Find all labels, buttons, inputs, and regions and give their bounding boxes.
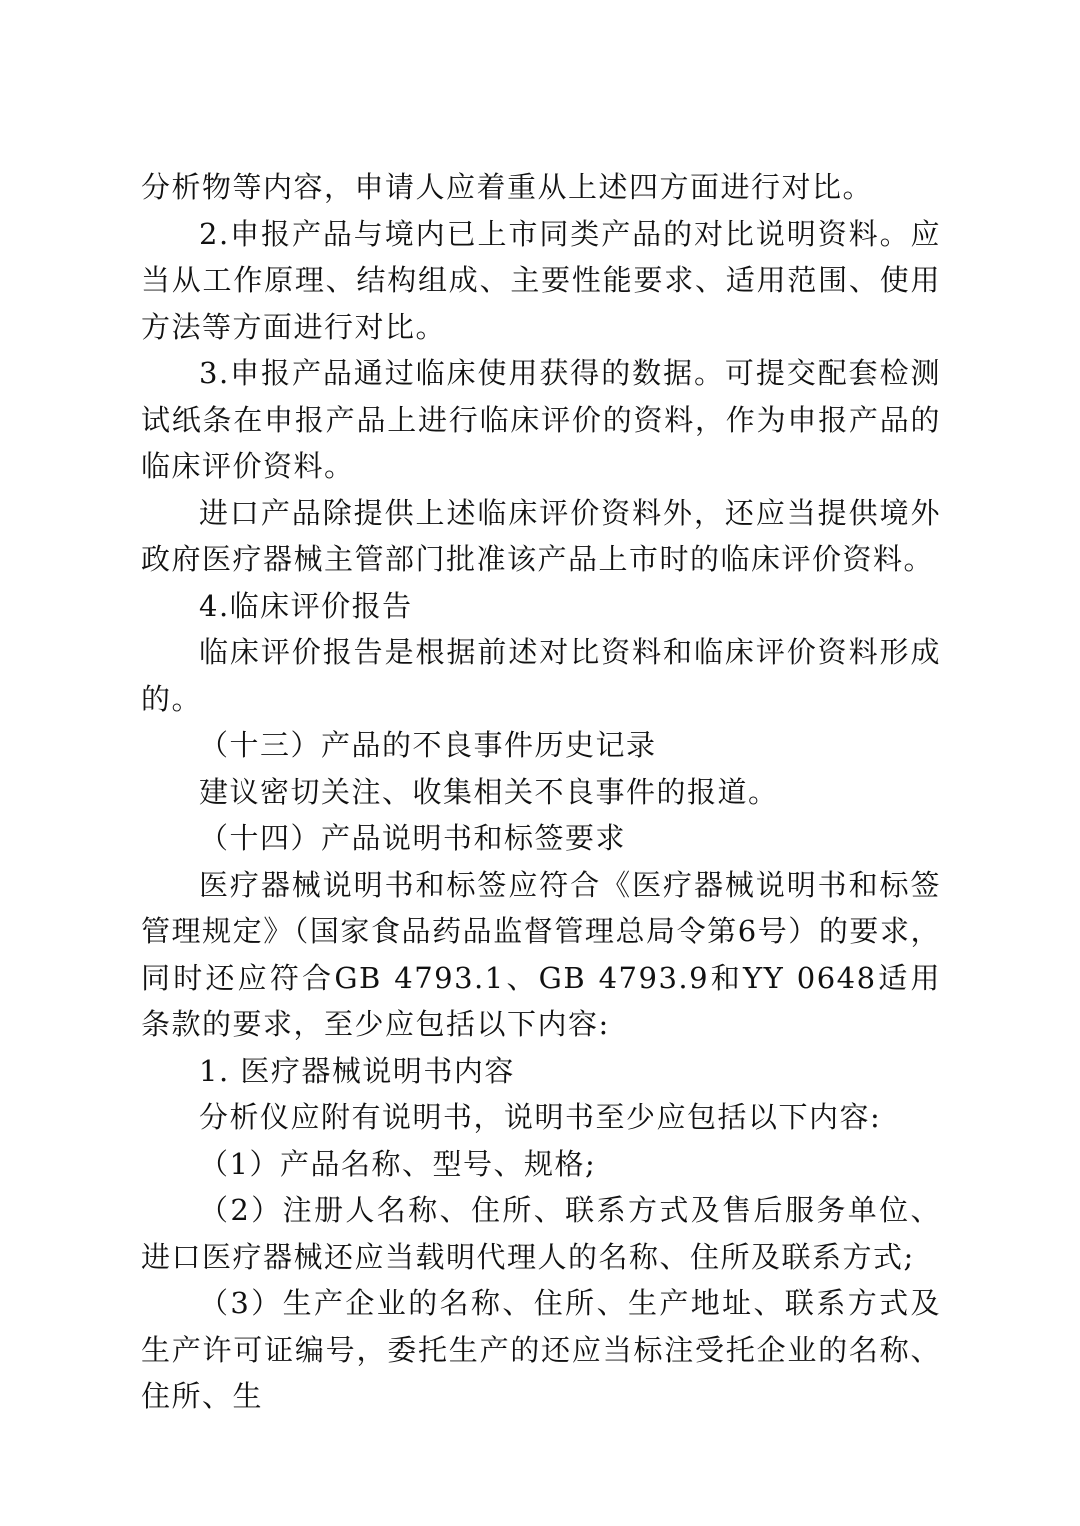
paragraph-continuation: 分析物等内容，申请人应着重从上述四方面进行对比。 <box>141 170 874 204</box>
list-item-2: （2）注册人名称、住所、联系方式及售后服务单位、进口医疗器械还应当载明代理人的名称、住所及联系方式; <box>141 1193 941 1274</box>
paragraph-imported-products: 进口产品除提供上述临床评价资料外，还应当提供境外政府医疗器械主管部门批准该产品上市时的临床评价资料。 <box>141 495 941 576</box>
paragraph-clinical-report: 临床评价报告是根据前述对比资料和临床评价资料形成的。 <box>141 635 941 716</box>
heading-manual-content: 1. 医疗器械说明书内容 <box>199 1053 515 1088</box>
heading-clinical-report: 4.临床评价报告 <box>199 588 413 623</box>
paragraph-comparison-domestic: 2.申报产品与境内已上市同类产品的对比说明资料。应当从工作原理、结构组成、主要性能要求、适用范围、使用方法等方面进行对比。 <box>141 216 941 344</box>
heading-adverse-events: （十三）产品的不良事件历史记录 <box>199 728 657 762</box>
list-item-1: （1）产品名称、型号、规格; <box>199 1146 597 1181</box>
document-body <box>141 164 941 1420</box>
paragraph-adverse-events: 建议密切关注、收集相关不良事件的报道。 <box>199 774 779 809</box>
paragraph-manual-intro: 分析仪应附有说明书，说明书至少应包括以下内容: <box>199 1100 882 1134</box>
paragraph-manual-labels: 医疗器械说明书和标签应符合《医疗器械说明书和标签管理规定》（国家食品药品监督管理总局令第6号）的要求，同时还应符合GB 4793.1、GB 4793.9和YY 0648适用条款的要求，至少应包括以下内容: <box>141 867 941 1041</box>
heading-manual-labels: （十四）产品说明书和标签要求 <box>199 821 627 855</box>
paragraph-clinical-data: 3.申报产品通过临床使用获得的数据。可提交配套检测试纸条在申报产品上进行临床评价的资料，作为申报产品的临床评价资料。 <box>141 356 941 483</box>
list-item-3: （3）生产企业的名称、住所、生产地址、联系方式及生产许可证编号，委托生产的还应当标注受托企业的名称、住所、生 <box>141 1286 941 1413</box>
